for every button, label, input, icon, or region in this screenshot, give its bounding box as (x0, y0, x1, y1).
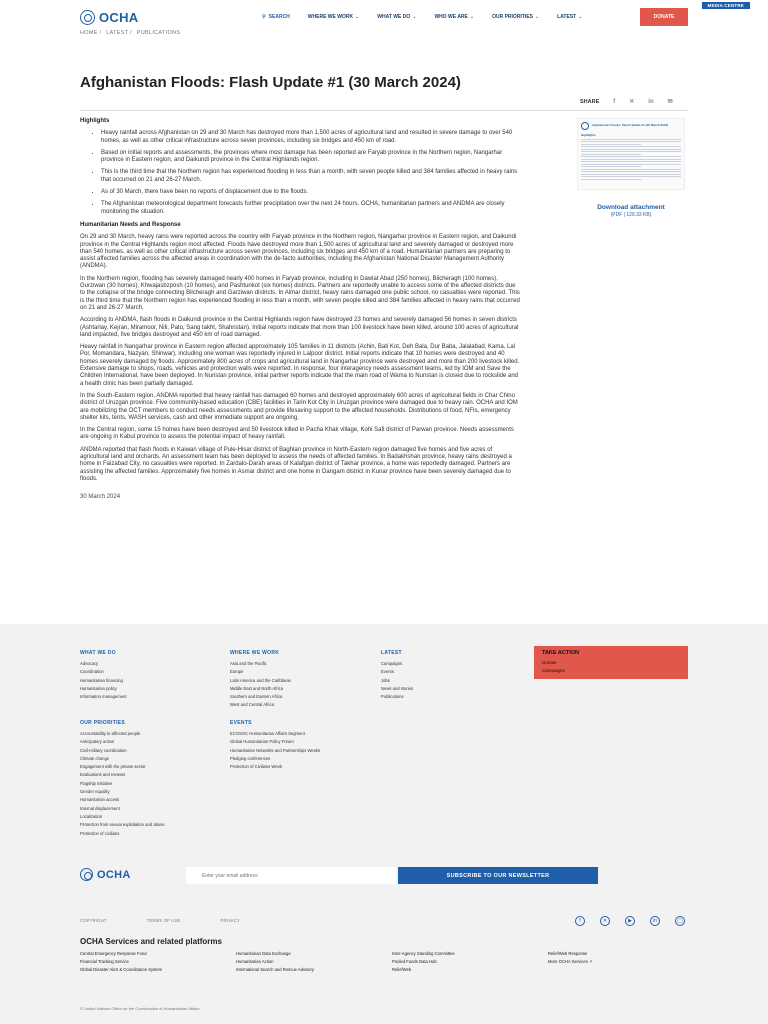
text-line (581, 171, 681, 172)
footer-link[interactable]: Latin America and the Caribbean (230, 677, 291, 683)
donate-button[interactable]: DONATE (640, 8, 688, 26)
divider (80, 110, 688, 111)
footer-link[interactable]: Information management (80, 694, 127, 700)
text-line (581, 139, 681, 140)
chevron-down-icon: ⌄ (412, 14, 417, 20)
thumbnail-title: Afghanistan Floods: Flash Update #1 (30 March 2024) (592, 123, 669, 128)
service-link[interactable]: ReliefWeb (392, 967, 412, 972)
linkedin-icon[interactable]: in (650, 916, 660, 926)
footer-link[interactable]: Europe (230, 669, 244, 675)
footer-link[interactable]: Jobs (381, 677, 390, 683)
youtube-icon[interactable]: ▶ (625, 916, 635, 926)
thumbnail-header (581, 122, 681, 130)
breadcrumb-separator: / (130, 30, 132, 36)
text-line (581, 176, 681, 177)
footer-link[interactable]: Humanitarian Networks and Partnerships Weeks (230, 747, 321, 753)
facebook-icon[interactable]: f (613, 98, 616, 105)
nav-our-priorities[interactable] (492, 14, 539, 20)
terms-of-use-link[interactable]: TERMS OF USE (146, 918, 181, 923)
highlight-item: • This is the third time that the Northern region has experienced flooding in less than a month, with seven people killed and 384 families affected in heavy rains that occurred on 21 and 26-27 March. (101, 169, 520, 184)
highlight-item: • As of 30 March, there have been no reports of displacement due to the floods. (101, 189, 520, 196)
service-link[interactable]: ReliefWeb Response (548, 951, 588, 956)
footer-link[interactable]: Middle East and North Africa (230, 685, 284, 691)
footer-link[interactable]: Internal displacement (80, 805, 120, 811)
nav-search[interactable] (262, 14, 290, 20)
nav-our-priorities-label: OUR PRIORITIES (492, 14, 533, 20)
facebook-icon[interactable]: f (575, 916, 585, 926)
footer-heading: EVENTS (230, 720, 252, 726)
text-line (581, 151, 681, 152)
body-paragraph: ANDMA reported that flash floods in Kaiwan village of Pule-Hisar district of Baghlan province in North-Eastern region damaged five homes and five acres of agricultural land and orchards. An assessment team has been deployed to assess the needs of affected families. In Badakhshan province, heavy rains destroyed a home in Faizabad City, no casualties were reported. In Zardalo-Darah areas of Kalafgan district of Takhar province, a home was reportedly damaged. Partners are assisting the affected families. Approximately five homes in Asmar district and one home in Dangam district in Kunar province have been severely damaged due to floods. (80, 446, 512, 482)
footer-heading: WHAT WE DO (80, 650, 116, 656)
nav-latest-label: LATEST (557, 14, 577, 20)
footer-link[interactable]: Advocacy (80, 661, 99, 666)
footer-link[interactable]: Publications (381, 694, 404, 700)
page-title: Afghanistan Floods: Flash Update #1 (30 March 2024) (80, 74, 461, 91)
top-bar (0, 0, 768, 8)
social-links (575, 916, 700, 926)
footer-link[interactable]: Anticipatory action (80, 739, 115, 745)
service-link[interactable]: Pooled Funds Data Hub (392, 959, 437, 964)
service-link[interactable]: Inter-Agency Standing Committee (392, 951, 455, 956)
copyright-text: © United Nations Office for the Coordination of Humanitarian Affairs (80, 1006, 200, 1011)
footer-link[interactable]: Gender equality (80, 789, 110, 795)
text-line (581, 174, 681, 175)
nav-what-we-do[interactable] (377, 14, 416, 20)
logo-text: OCHA (99, 10, 139, 25)
footer-link[interactable]: Climate change (80, 755, 110, 761)
footer-logo-text: OCHA (97, 868, 131, 881)
text-line (581, 166, 641, 167)
service-link[interactable]: Humanitarian Data Exchange (236, 951, 291, 956)
external-link-icon: ↗ (588, 959, 593, 964)
legal-spacer (107, 918, 127, 923)
nav-search-label: SEARCH (268, 14, 290, 20)
x-icon[interactable]: ✕ (629, 99, 635, 105)
text-line (581, 154, 641, 155)
footer-link[interactable]: Humanitarian financing (80, 677, 123, 683)
attachment-thumbnail[interactable] (577, 118, 685, 190)
instagram-icon[interactable]: ◯ (675, 916, 685, 926)
publish-date: 30 March 2024 (80, 494, 121, 501)
service-link[interactable]: Financial Tracking Service (80, 959, 129, 964)
nav-where-we-work[interactable] (308, 14, 359, 20)
highlights-heading: Highlights (80, 118, 110, 124)
service-empty (548, 966, 704, 974)
take-action-heading: TAKE ACTION (542, 650, 579, 656)
breadcrumb-publications[interactable]: PUBLICATIONS (136, 30, 181, 36)
footer-ocha-logo[interactable] (80, 868, 131, 881)
footer-link[interactable]: Protection of civilians (80, 830, 120, 836)
footer-link[interactable]: Protection from sexual exploitation and abuse (80, 822, 165, 828)
footer-link[interactable]: Humanitarian access (80, 797, 120, 803)
highlight-item: • Heavy rainfall across Afghanistan on 29 and 30 March has destroyed more than 1,500 acres of agricultural land and resulted in severe damage to over 540 homes, as well as other critical infrastructure across seven provinces, including six bridges and 450 km of road. (101, 130, 520, 145)
service-link[interactable]: Central Emergency Response Fund (80, 951, 147, 956)
linkedin-icon[interactable]: in (648, 98, 654, 105)
email-icon[interactable]: ✉ (667, 99, 673, 105)
footer-link[interactable]: Localization (80, 813, 103, 819)
footer-heading: OUR PRIORITIES (80, 720, 126, 726)
footer-link[interactable]: Accountability to affected people (80, 731, 141, 736)
text-line (581, 146, 681, 147)
download-attachment-link[interactable]: Download attachment (597, 204, 665, 211)
breadcrumb (80, 30, 180, 36)
footer-link[interactable]: Southern and Eastern Africa (230, 694, 283, 700)
services-title: OCHA Services and related platforms (80, 937, 222, 946)
footer-link[interactable]: Campaigns (381, 661, 403, 666)
footer-link[interactable]: Coordination (80, 669, 104, 675)
text-line (581, 161, 681, 162)
footer-link[interactable]: Protection of Civilians Week (230, 764, 283, 770)
needs-heading: Humanitarian Needs and Response (80, 221, 181, 228)
body-paragraph: In the Northern region, flooding has severely damaged nearly 400 homes in Faryab province, including in Dawlat Abad (250 homes), Bilcheragh (100 homes), Gurziwan (30 homes), Khwajasbzposh (10 homes), and Pashtunkot (six homes) districts. Partners are reportedly unable to access some of the affected districts due to the collapse of the bridge connecting Bilcheragh and Garziwan districts. In Almar district, heavy rains damaged one public school, no casualties were reported. This is the third time that the Northern region has experienced flooding in less than a month, with seven people killed and 384 families affected in heavy rains that occurred on 21 and 26-27 March. (80, 275, 520, 311)
article-body (80, 118, 520, 506)
text-line (581, 156, 681, 157)
footer-our-priorities (80, 720, 165, 838)
site-footer (0, 624, 768, 1024)
breadcrumb-home[interactable]: HOME (80, 30, 98, 36)
body-paragraph: In the South-Eastern region, ANDMA reported that heavy rainfall has damaged 60 homes and destroyed approximately 600 acres of agricultural fields in Char Chino district of Uruzgan province. Five community-based education (CBE) facilities in Tarin Kot City in Uruzgan province were damaged due to heavy rain. OCHA and IOM are mobilizing the OCT members to conduct needs assessments and provide lifesaving support to the affected households. Distributions of food, NFIs, emergency shelter kits, tents, WASH services, cash and other immediate support are ongoing. (80, 392, 518, 421)
highlight-item: • Based on initial reports and assessments, the provinces where most damage has been reported are Faryab province in the Northern region, Nangarhar province in Eastern region, and Daikundi province in the Central Highlands region. (101, 150, 520, 165)
footer-link[interactable]: Civil-military coordination (80, 747, 127, 753)
footer-what-we-do (80, 650, 127, 701)
footer-link[interactable]: ECOSOC Humanitarian Affairs Segment (230, 731, 305, 736)
footer-link[interactable]: Pledging conferences (230, 755, 271, 761)
text-line (581, 159, 681, 160)
legal-spacer (181, 918, 201, 923)
footer-where-we-work (230, 650, 291, 710)
service-link-more-ocha-services[interactable] (548, 958, 704, 966)
privacy-link[interactable]: PRIVACY (220, 918, 240, 923)
body-paragraph: According to ANDMA, flash floods in Daikundi province in the Central Highlands region have destroyed 23 homes and severely damaged 56 homes in seven districts (Ashtarlay, Kejran, Miramoor, Nili, Pato, Sang takht, Shahristan). Initial reports indicate that more than 100 livestock have been killed, around 100 acres of agricultural land impacted, five bridges destroyed and 450 km of road damaged. (80, 317, 519, 338)
text-line (581, 144, 641, 145)
search-icon: ⚲ (262, 14, 266, 20)
service-link[interactable]: International Search and Rescue Advisory (236, 967, 314, 972)
thumbnail-heading: Highlights (581, 133, 596, 137)
text-line (581, 164, 681, 165)
legal-links (80, 918, 240, 923)
chevron-down-icon: ⌄ (355, 14, 360, 20)
footer-link[interactable]: Humanitarian policy (80, 685, 117, 691)
text-line (581, 179, 641, 180)
services-grid (80, 950, 700, 974)
campaigns-link[interactable]: Campaigns (542, 668, 565, 673)
nav-where-we-work-label: WHERE WE WORK (307, 14, 354, 20)
text-line (581, 149, 681, 150)
nav-latest[interactable] (557, 14, 582, 20)
text-line (581, 169, 681, 170)
copyright-link[interactable]: COPYRIGHT (80, 918, 107, 923)
share-bar (580, 98, 673, 105)
footer-link[interactable]: Events (381, 669, 394, 675)
footer-heading: LATEST (381, 650, 402, 656)
footer-link[interactable]: Global Humanitarian Policy Forum (230, 739, 294, 745)
service-link[interactable]: Global Disaster Alert & Coordination System (80, 967, 163, 972)
body-paragraph: Heavy rainfall in Nangarhar province in Eastern region affected approximately 105 families in 11 districts (Achin, Bati Kot, Deh Bala, Dur Baba, Jalalabad, Kama, Lal Por, Momandara, Nazyan, Shinwar), including one woman was reportedly injured in Lalpoor district. Initial reports indicate that 10 homes were destroyed and 40 homes severely damaged by floods. Approximately 800 acres of crops and agricultural land in Nangarhar province were destroyed and more than 200 livestock killed. Extensive damage to shops, roads, vehicles and protection walls were reported. In response, four interagency needs assessment teams, led by IOM and Save the Children International, have been deployed. In Nuristan province, initial partner reports indicate that the main road of Wama to Nuristan is closed due to rockslide and a health clinic has been partially damaged. (80, 344, 520, 387)
x-icon[interactable]: ✕ (600, 916, 610, 926)
highlights-list (101, 130, 520, 216)
chevron-down-icon: ⌄ (469, 14, 475, 20)
un-emblem-icon (581, 122, 589, 130)
footer-link[interactable]: Asia and the Pacific (230, 661, 267, 666)
service-link[interactable]: Humanitarian Action (236, 959, 274, 964)
take-action-box (534, 646, 688, 679)
donate-link[interactable]: Donate (542, 660, 557, 665)
breadcrumb-latest[interactable]: LATEST (106, 30, 129, 36)
footer-link[interactable]: Flagship Initiative (80, 780, 113, 786)
highlight-item: • The Afghanistan meteorological department forecasts further precipitation over the next 24 hours. OCHA, humanitarian partners and ANDMA are closely monitoring the situation. (101, 201, 520, 216)
chevron-down-icon: ⌄ (534, 14, 540, 20)
share-label: SHARE (580, 98, 600, 105)
main-nav (262, 14, 600, 20)
subscribe-button[interactable]: SUBSCRIBE TO OUR NEWSLETTER (398, 867, 598, 884)
nav-who-we-are[interactable] (434, 14, 474, 20)
more-ocha-services-label: More OCHA Services (548, 959, 588, 964)
ocha-logo[interactable] (80, 10, 138, 25)
footer-link[interactable]: Evaluations and reviews (80, 772, 126, 778)
nav-what-we-do-label: WHAT WE DO (377, 14, 411, 20)
un-emblem-icon (80, 10, 95, 25)
footer-heading: WHERE WE WORK (230, 650, 280, 656)
footer-events (230, 720, 320, 771)
footer-link[interactable]: News and stories (381, 685, 414, 691)
attachment-meta: (PDF | 129.33 KB) (610, 212, 652, 218)
body-paragraph: On 29 and 30 March, heavy rains were reported across the country with Faryab province in the Northern region, Nangarhar province in Eastern region, and Daikundi province in the Central Highlands region most affected. Floods have destroyed more than 1,500 acres of agricultural land and severely damaged or destroyed more than 540 homes, as well as other critical infrastructure across seven provinces, including six bridges and 450 km of a road. Humanitarian partners are preparing to assist affected families across the affected areas in coordination with the de-facto authorities, including the Afghanistan National Disaster Management Authority (ANDMA). (80, 234, 517, 270)
text-line (581, 141, 681, 142)
footer-link[interactable]: West and Central Africa (230, 702, 274, 708)
media-centre-link[interactable]: MEDIA CENTRE (702, 2, 750, 9)
un-emblem-icon (80, 868, 93, 881)
footer-latest (381, 650, 413, 701)
body-paragraph: In the Central region, some 15 homes have been destroyed and 50 livestock killed in Pacha Khak village, Kohi Safi district of Parwan province. Needs assessments are ongoing in Kabul province to assess the potential impact of heavy rainfall. (80, 427, 514, 441)
nav-who-we-are-label: WHO WE ARE (434, 14, 468, 20)
chevron-down-icon: ⌄ (578, 14, 583, 20)
newsletter-email-input[interactable] (186, 867, 396, 884)
breadcrumb-separator: / (99, 30, 102, 36)
footer-link[interactable]: Engagement with the private sector (80, 764, 146, 770)
